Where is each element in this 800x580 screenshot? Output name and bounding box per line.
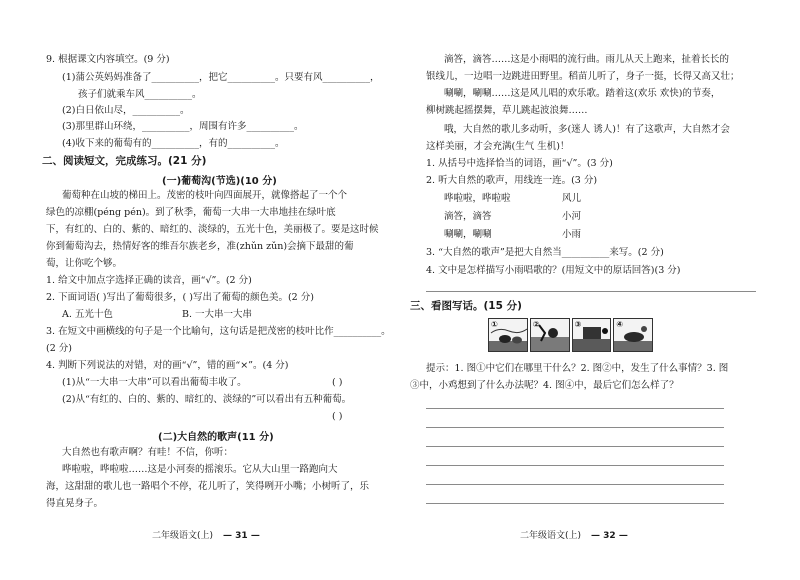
match-right-item[interactable]: 风儿 xyxy=(562,193,582,204)
match-right-item[interactable]: 小河 xyxy=(562,211,582,222)
picture-panel-4 xyxy=(613,318,653,352)
q9-line1: (1)蒲公英妈妈准备了__________，把它__________。只要有风__________， xyxy=(62,72,380,83)
page-footer xyxy=(520,528,628,541)
page-number: — 31 — xyxy=(223,531,260,541)
picture-panel-1 xyxy=(488,318,528,352)
match-right-item[interactable]: 小雨 xyxy=(562,229,582,240)
page-number: — 32 — xyxy=(591,531,628,541)
p1-question-4-item-1: (1)从“一大串一大串”可以看出葡萄丰收了。 xyxy=(62,377,247,388)
passage-2-line: 大自然也有歌声啊？有哇！不信，你听： xyxy=(62,447,234,458)
page-footer xyxy=(152,528,260,541)
panel-number: ③ xyxy=(574,320,582,329)
p1-question-3: 3. 在短文中画横线的句子是一个比喻句，这句话是把茂密的枝叶比作__________。 xyxy=(46,326,391,337)
passage-1-line: 绿色的凉棚(péng pén)。到了秋季，葡萄一大串一大串地挂在绿叶底 xyxy=(46,207,336,218)
q9-line3: (3)那里群山环绕，__________，周围有许多__________。 xyxy=(62,121,304,132)
passage-1-line: 葡萄种在山坡的梯田上。茂密的枝叶向四面展开，就像搭起了一个个 xyxy=(62,190,348,201)
p1-question-2-option-a: A. 五光十色 xyxy=(62,309,113,320)
picture-panel-2 xyxy=(530,318,570,352)
passage-2-cont-line: 这样美丽，才会充满(生气 生机)！ xyxy=(426,141,570,152)
writing-line[interactable] xyxy=(426,465,724,466)
passage-2-line: 哗啦啦，哗啦啦……这是小河奏的摇滚乐。它从大山里一路跑向大 xyxy=(62,464,338,475)
match-left-item[interactable]: 哗啦啦，哗啦啦 xyxy=(444,193,511,204)
p1-question-4-item-2: (2)从“有红的、白的、紫的、暗红的、淡绿的”可以看出有五种葡萄。 xyxy=(62,394,352,405)
writing-line[interactable] xyxy=(426,408,724,409)
p1-question-4: 4. 判断下列说法的对错，对的画“√”，错的画“×”。(4 分) xyxy=(46,360,289,371)
q9-line4: (4)收下来的葡萄有的__________，有的__________。 xyxy=(62,138,285,149)
passage-1-line: 下，有红的、白的、紫的、暗红的、淡绿的，五光十色，美丽极了。要是这时候 xyxy=(46,224,379,235)
footer-label: 二年级语文(上) xyxy=(152,531,214,541)
passage-1-line: 萄，让你吃个够。 xyxy=(46,258,123,269)
passage-2-cont-line: 滴答，滴答……这是小雨唱的流行曲。雨儿从天上跑来，扯着长长的 xyxy=(444,54,730,65)
p1-question-1: 1. 给文中加点字选择正确的读音，画“√”。(2 分) xyxy=(46,275,252,286)
q9-line1b: 孩子们就乘车风__________。 xyxy=(78,89,202,100)
p2-question-3: 3. “大自然的歌声”是把大自然当__________来写。(2 分) xyxy=(426,247,664,258)
match-left-item[interactable]: 唰唰，唰唰 xyxy=(444,229,492,240)
p2-question-2: 2. 听大自然的歌声，用线连一连。(3 分) xyxy=(426,175,598,186)
footer-label: 二年级语文(上) xyxy=(520,531,582,541)
passage-2-cont-line: 银线儿，一边唱一边跳进田野里。稻苗儿听了，身子一挺，长得又高又壮； xyxy=(426,71,740,82)
hint-line-1: 提示：1. 图①中它们在哪里干什么？2. 图②中，发生了什么事情？3. 图 xyxy=(426,363,729,374)
passage-2-line: 海，这甜甜的歌儿也一路唱个不停，花儿听了，笑得咧开小嘴；小树听了，乐 xyxy=(46,481,370,492)
answer-line[interactable] xyxy=(426,291,756,292)
panel-number: ① xyxy=(491,320,498,329)
section-3-title: 三、看图写话。(15 分) xyxy=(410,300,522,312)
right-page xyxy=(400,0,800,580)
hint-line-2: ③中，小鸡想到了什么办法呢？4. 图④中，最后它们怎么样了？ xyxy=(410,380,679,391)
panel-number: ② xyxy=(532,320,540,329)
passage-1-title: (一)葡萄沟(节选)(10 分) xyxy=(162,176,277,187)
p2-question-1: 1. 从括号中选择恰当的词语，画“√”。(3 分) xyxy=(426,158,613,169)
writing-line[interactable] xyxy=(426,484,724,485)
writing-line[interactable] xyxy=(426,446,724,447)
p1-question-2-option-b: B. 一大串一大串 xyxy=(182,309,253,320)
match-left-item[interactable]: 滴答，滴答 xyxy=(444,211,492,222)
passage-2-title: (二)大自然的歌声(11 分) xyxy=(158,432,274,443)
passage-2-line: 得直晃身子。 xyxy=(46,498,104,509)
section-2-title: 二、阅读短文，完成练习。(21 分) xyxy=(42,155,207,167)
q9-line2: (2)白日依山尽，__________。 xyxy=(62,105,190,116)
p1-question-3-score: (2 分) xyxy=(46,343,72,354)
passage-2-cont-line: 哦，大自然的歌儿多动听，多(迷人 诱人)！有了这歌声，大自然才会 xyxy=(444,124,730,135)
p2-question-4: 4. 文中是怎样描写小雨唱歌的？(用短文中的原话回答)(3 分) xyxy=(426,265,681,276)
panel-number: ④ xyxy=(616,320,624,329)
writing-line[interactable] xyxy=(426,503,724,504)
passage-2-cont-line: 唰唰，唰唰……这是风儿唱的欢乐歌。踏着这(欢乐 欢快)的节奏， xyxy=(444,88,721,99)
q9-title: 9. 根据课文内容填空。(9 分) xyxy=(46,54,170,65)
writing-line[interactable] xyxy=(426,427,724,428)
picture-panel-3 xyxy=(572,318,612,352)
p1-question-2: 2. 下面词语( )写出了葡萄很多，( )写出了葡萄的颜色美。(2 分) xyxy=(46,292,314,303)
answer-paren[interactable]: ( ) xyxy=(332,411,343,422)
passage-1-line: 你到葡萄沟去，热情好客的维吾尔族老乡，准(zhǔn zǔn)会摘下最甜的葡 xyxy=(46,241,354,252)
passage-2-cont-line: 柳树跳起摇摆舞，草儿跳起波浪舞…… xyxy=(426,105,588,116)
picture-strip xyxy=(488,318,653,352)
answer-paren[interactable]: ( ) xyxy=(332,377,343,388)
